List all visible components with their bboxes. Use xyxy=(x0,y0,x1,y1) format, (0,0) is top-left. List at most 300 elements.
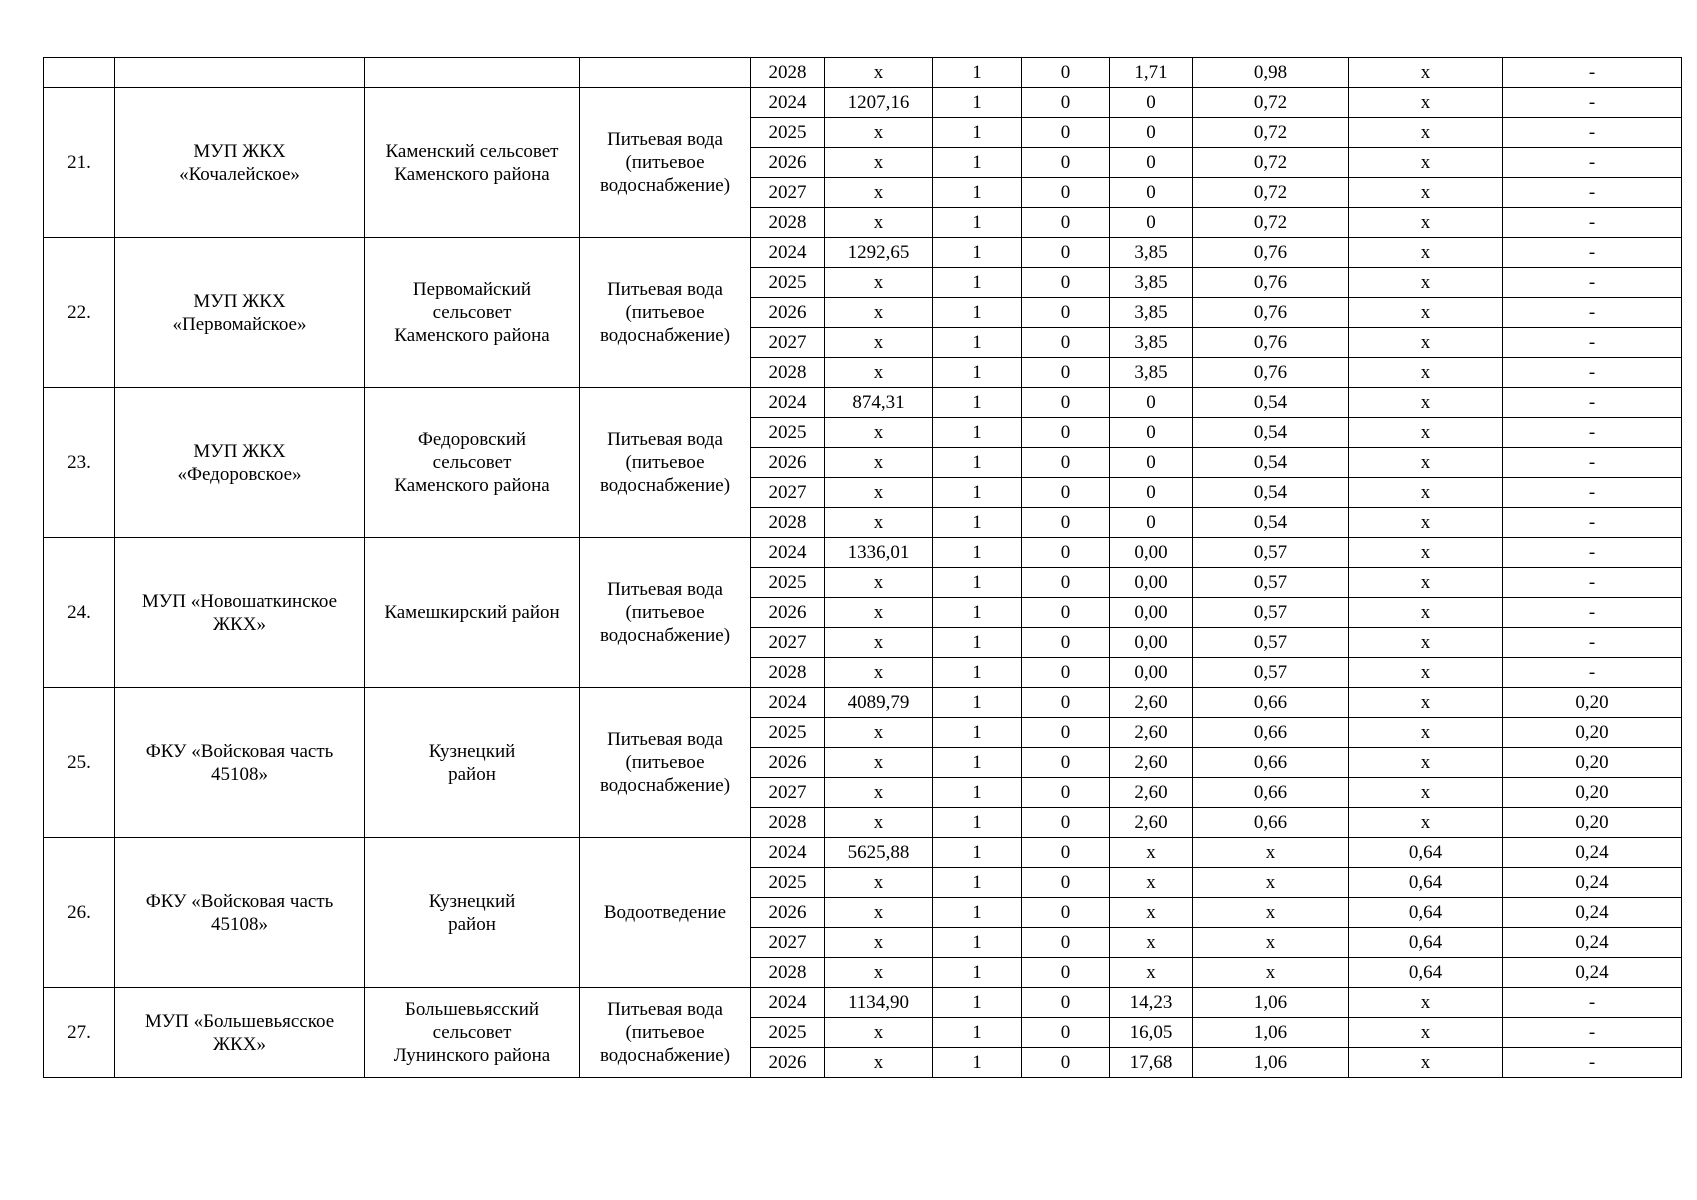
year-cell: 2024 xyxy=(751,988,825,1018)
indicator-b-cell: 0,66 xyxy=(1193,718,1349,748)
zero-cell: 0 xyxy=(1022,328,1110,358)
table-row xyxy=(44,88,1682,118)
indicator-c-cell: x xyxy=(1349,388,1503,418)
year-cell: 2024 xyxy=(751,838,825,868)
year-cell: 2025 xyxy=(751,568,825,598)
year-cell: 2028 xyxy=(751,358,825,388)
index-cell: 1 xyxy=(933,448,1022,478)
indicator-b-cell: x xyxy=(1193,958,1349,988)
area-cell-line: район xyxy=(448,763,496,785)
tariff-table-body xyxy=(44,58,1682,1078)
indicator-a-cell: 0 xyxy=(1110,118,1193,148)
indicator-c-cell: 0,64 xyxy=(1349,958,1503,988)
index-cell: 1 xyxy=(933,778,1022,808)
zero-cell: 0 xyxy=(1022,988,1110,1018)
indicator-a-cell: x xyxy=(1110,838,1193,868)
indicator-b-cell: 0,54 xyxy=(1193,478,1349,508)
indicator-b-cell: 0,76 xyxy=(1193,358,1349,388)
indicator-a-cell: 0 xyxy=(1110,208,1193,238)
table-row xyxy=(44,838,1682,868)
organization-cell-line: ФКУ «Войсковая часть xyxy=(145,740,334,762)
organization-cell xyxy=(115,688,365,838)
base-value-cell: x xyxy=(825,148,933,178)
base-value-cell: x xyxy=(825,208,933,238)
index-cell: 1 xyxy=(933,268,1022,298)
service-cell-line: водоснабжение) xyxy=(599,1045,731,1066)
zero-cell: 0 xyxy=(1022,418,1110,448)
indicator-a-cell: 0,00 xyxy=(1110,658,1193,688)
indicator-a-cell: 2,60 xyxy=(1110,718,1193,748)
indicator-d-cell: - xyxy=(1503,478,1682,508)
area-cell-line: Камешкирский район xyxy=(384,602,560,623)
indicator-c-cell: x xyxy=(1349,688,1503,718)
indicator-c-cell: x xyxy=(1349,448,1503,478)
index-cell: 1 xyxy=(933,148,1022,178)
indicator-a-cell: 1,71 xyxy=(1110,58,1193,88)
indicator-b-cell: 0,54 xyxy=(1193,508,1349,538)
indicator-c-cell: x xyxy=(1349,568,1503,598)
service-cell-line: Питьевая вода xyxy=(607,429,723,450)
indicator-d-cell: - xyxy=(1503,238,1682,268)
year-cell: 2025 xyxy=(751,868,825,898)
base-value-cell: 874,31 xyxy=(825,388,933,418)
indicator-b-cell: x xyxy=(1193,928,1349,958)
base-value-cell: x xyxy=(825,118,933,148)
zero-cell: 0 xyxy=(1022,868,1110,898)
area-cell-line: Каменского района xyxy=(394,475,550,496)
indicator-b-cell: 0,57 xyxy=(1193,628,1349,658)
indicator-c-cell: x xyxy=(1349,988,1503,1018)
indicator-d-cell: - xyxy=(1503,208,1682,238)
organization-cell xyxy=(115,88,365,238)
indicator-c-cell: x xyxy=(1349,778,1503,808)
area-cell xyxy=(365,388,580,538)
indicator-d-cell: 0,24 xyxy=(1503,928,1682,958)
indicator-d-cell: - xyxy=(1503,658,1682,688)
index-cell: 1 xyxy=(933,178,1022,208)
zero-cell: 0 xyxy=(1022,748,1110,778)
year-cell: 2028 xyxy=(751,208,825,238)
row-number-cell: 26. xyxy=(44,838,115,988)
year-cell: 2025 xyxy=(751,418,825,448)
year-cell: 2028 xyxy=(751,658,825,688)
index-cell: 1 xyxy=(933,238,1022,268)
row-number-cell: 25. xyxy=(44,688,115,838)
index-cell: 1 xyxy=(933,598,1022,628)
indicator-b-cell: x xyxy=(1193,868,1349,898)
base-value-cell: x xyxy=(825,808,933,838)
year-cell: 2024 xyxy=(751,388,825,418)
indicator-d-cell: - xyxy=(1503,538,1682,568)
indicator-a-cell: 2,60 xyxy=(1110,748,1193,778)
organization-cell-line: «Первомайское» xyxy=(172,313,307,335)
indicator-a-cell: 2,60 xyxy=(1110,688,1193,718)
zero-cell: 0 xyxy=(1022,208,1110,238)
indicator-c-cell: x xyxy=(1349,748,1503,778)
indicator-d-cell: 0,24 xyxy=(1503,838,1682,868)
indicator-d-cell: - xyxy=(1503,328,1682,358)
year-cell: 2027 xyxy=(751,628,825,658)
index-cell: 1 xyxy=(933,808,1022,838)
area-cell-line: Первомайский xyxy=(412,279,532,300)
indicator-b-cell: 0,98 xyxy=(1193,58,1349,88)
zero-cell: 0 xyxy=(1022,838,1110,868)
area-cell-line: район xyxy=(448,913,496,935)
table-row xyxy=(44,688,1682,718)
index-cell: 1 xyxy=(933,928,1022,958)
zero-cell: 0 xyxy=(1022,478,1110,508)
indicator-a-cell: x xyxy=(1110,898,1193,928)
indicator-c-cell: x xyxy=(1349,178,1503,208)
indicator-d-cell: 0,24 xyxy=(1503,898,1682,928)
index-cell: 1 xyxy=(933,508,1022,538)
indicator-b-cell: 0,66 xyxy=(1193,808,1349,838)
base-value-cell: x xyxy=(825,898,933,928)
year-cell: 2025 xyxy=(751,1018,825,1048)
indicator-a-cell: 0,00 xyxy=(1110,568,1193,598)
organization-cell-line: ЖКХ» xyxy=(213,1033,266,1055)
zero-cell: 0 xyxy=(1022,118,1110,148)
indicator-b-cell: 0,72 xyxy=(1193,88,1349,118)
year-cell: 2026 xyxy=(751,448,825,478)
base-value-cell: x xyxy=(825,718,933,748)
indicator-d-cell: 0,24 xyxy=(1503,958,1682,988)
indicator-b-cell: 0,72 xyxy=(1193,148,1349,178)
service-cell-line: (питьевое xyxy=(625,752,705,773)
area-cell xyxy=(365,538,580,688)
base-value-cell: x xyxy=(825,268,933,298)
indicator-b-cell: 0,54 xyxy=(1193,448,1349,478)
service-cell-line: водоснабжение) xyxy=(599,475,731,496)
row-number-cell: 22. xyxy=(44,238,115,388)
indicator-d-cell: - xyxy=(1503,118,1682,148)
zero-cell: 0 xyxy=(1022,808,1110,838)
index-cell: 1 xyxy=(933,718,1022,748)
zero-cell: 0 xyxy=(1022,358,1110,388)
service-cell xyxy=(580,688,751,838)
year-cell: 2025 xyxy=(751,718,825,748)
indicator-b-cell: 0,76 xyxy=(1193,298,1349,328)
indicator-b-cell: 0,57 xyxy=(1193,538,1349,568)
indicator-a-cell: 3,85 xyxy=(1110,328,1193,358)
base-value-cell: x xyxy=(825,508,933,538)
index-cell: 1 xyxy=(933,358,1022,388)
area-cell-line: Каменский сельсовет xyxy=(385,140,559,162)
base-value-cell: 5625,88 xyxy=(825,838,933,868)
year-cell: 2024 xyxy=(751,538,825,568)
service-cell xyxy=(580,238,751,388)
indicator-a-cell: 3,85 xyxy=(1110,268,1193,298)
indicator-b-cell: 1,06 xyxy=(1193,988,1349,1018)
indicator-a-cell: 0 xyxy=(1110,448,1193,478)
indicator-c-cell: x xyxy=(1349,508,1503,538)
index-cell: 1 xyxy=(933,568,1022,598)
base-value-cell: x xyxy=(825,778,933,808)
service-cell-line: Водоотведение xyxy=(603,902,727,923)
indicator-c-cell: 0,64 xyxy=(1349,898,1503,928)
indicator-d-cell: - xyxy=(1503,178,1682,208)
organization-cell-line: ЖКХ» xyxy=(213,613,266,635)
index-cell: 1 xyxy=(933,118,1022,148)
index-cell: 1 xyxy=(933,838,1022,868)
base-value-cell: 1207,16 xyxy=(825,88,933,118)
base-value-cell: x xyxy=(825,448,933,478)
base-value-cell: x xyxy=(825,178,933,208)
indicator-a-cell: 17,68 xyxy=(1110,1048,1193,1078)
row-number-cell: 24. xyxy=(44,538,115,688)
area-cell xyxy=(365,988,580,1078)
year-cell: 2024 xyxy=(751,88,825,118)
service-cell-line: водоснабжение) xyxy=(599,175,731,196)
indicator-d-cell: - xyxy=(1503,88,1682,118)
service-cell-line: Питьевая вода xyxy=(607,999,723,1020)
service-cell-line: (питьевое xyxy=(625,302,705,323)
base-value-cell: 1134,90 xyxy=(825,988,933,1018)
area-cell xyxy=(365,688,580,838)
zero-cell: 0 xyxy=(1022,508,1110,538)
indicator-c-cell: x xyxy=(1349,148,1503,178)
organization-cell-line: 45108» xyxy=(211,913,268,935)
indicator-d-cell: 0,20 xyxy=(1503,718,1682,748)
indicator-b-cell: 0,72 xyxy=(1193,178,1349,208)
index-cell: 1 xyxy=(933,208,1022,238)
indicator-c-cell: x xyxy=(1349,808,1503,838)
base-value-cell: 4089,79 xyxy=(825,688,933,718)
indicator-a-cell: 0 xyxy=(1110,388,1193,418)
area-cell-line: сельсовет xyxy=(432,1022,512,1043)
org-cell xyxy=(115,58,365,88)
indicator-c-cell: x xyxy=(1349,88,1503,118)
indicator-c-cell: x xyxy=(1349,598,1503,628)
area-cell xyxy=(365,238,580,388)
year-cell: 2026 xyxy=(751,598,825,628)
organization-cell-line: МУП ЖКХ xyxy=(193,440,286,462)
year-cell: 2027 xyxy=(751,328,825,358)
indicator-b-cell: x xyxy=(1193,838,1349,868)
year-cell: 2024 xyxy=(751,688,825,718)
indicator-a-cell: 2,60 xyxy=(1110,808,1193,838)
indicator-c-cell: x xyxy=(1349,358,1503,388)
indicator-c-cell: x xyxy=(1349,1048,1503,1078)
indicator-a-cell: 0 xyxy=(1110,478,1193,508)
zero-cell: 0 xyxy=(1022,178,1110,208)
zero-cell: 0 xyxy=(1022,298,1110,328)
organization-cell-line: МУП ЖКХ xyxy=(193,140,286,162)
base-value-cell: 1292,65 xyxy=(825,238,933,268)
year-cell: 2024 xyxy=(751,238,825,268)
indicator-c-cell: x xyxy=(1349,298,1503,328)
indicator-d-cell: - xyxy=(1503,448,1682,478)
indicator-b-cell: 1,06 xyxy=(1193,1018,1349,1048)
indicator-d-cell: - xyxy=(1503,598,1682,628)
indicator-c-cell: x xyxy=(1349,208,1503,238)
year-cell: 2027 xyxy=(751,928,825,958)
year-cell: 2027 xyxy=(751,778,825,808)
indicator-b-cell: 0,57 xyxy=(1193,658,1349,688)
index-cell: 1 xyxy=(933,898,1022,928)
zero-cell: 0 xyxy=(1022,778,1110,808)
index-cell: 1 xyxy=(933,1048,1022,1078)
indicator-c-cell: 0,64 xyxy=(1349,868,1503,898)
year-cell: 2026 xyxy=(751,148,825,178)
service-cell-line: Питьевая вода xyxy=(607,129,723,150)
index-cell: 1 xyxy=(933,538,1022,568)
indicator-b-cell: 0,54 xyxy=(1193,388,1349,418)
indicator-d-cell: - xyxy=(1503,298,1682,328)
indicator-d-cell: 0,24 xyxy=(1503,868,1682,898)
service-cell-line: (питьевое xyxy=(625,1022,705,1043)
service-cell-line: Питьевая вода xyxy=(607,279,723,300)
zero-cell: 0 xyxy=(1022,718,1110,748)
indicator-d-cell: 0,20 xyxy=(1503,778,1682,808)
zero-cell: 0 xyxy=(1022,148,1110,178)
index-cell: 1 xyxy=(933,58,1022,88)
indicator-a-cell: 16,05 xyxy=(1110,1018,1193,1048)
area-cell-line: Кузнецкий xyxy=(428,890,516,912)
indicator-d-cell: - xyxy=(1503,418,1682,448)
base-value-cell: x xyxy=(825,628,933,658)
num-cell xyxy=(44,58,115,88)
indicator-d-cell: 0,20 xyxy=(1503,688,1682,718)
organization-cell-line: «Федоровское» xyxy=(177,463,302,485)
service-cell xyxy=(580,988,751,1078)
year-cell: 2027 xyxy=(751,478,825,508)
indicator-b-cell: 0,76 xyxy=(1193,328,1349,358)
base-value-cell: x xyxy=(825,868,933,898)
zero-cell: 0 xyxy=(1022,1048,1110,1078)
indicator-c-cell: 0,64 xyxy=(1349,928,1503,958)
table-row xyxy=(44,238,1682,268)
organization-cell-line: МУП «Большевьясское xyxy=(144,1010,335,1032)
table-row xyxy=(44,538,1682,568)
organization-cell-line: МУП ЖКХ xyxy=(193,290,286,312)
indicator-b-cell: 0,72 xyxy=(1193,118,1349,148)
service-cell xyxy=(580,388,751,538)
index-cell: 1 xyxy=(933,388,1022,418)
area-cell-line: сельсовет xyxy=(432,452,512,473)
base-value-cell: x xyxy=(825,328,933,358)
indicator-a-cell: 14,23 xyxy=(1110,988,1193,1018)
base-value-cell: x xyxy=(825,478,933,508)
service-cell xyxy=(580,88,751,238)
base-value-cell: x xyxy=(825,58,933,88)
area-cell-line: Федоровский xyxy=(417,429,527,450)
index-cell: 1 xyxy=(933,658,1022,688)
year-cell: 2028 xyxy=(751,808,825,838)
year-cell: 2028 xyxy=(751,508,825,538)
indicator-a-cell: 0,00 xyxy=(1110,538,1193,568)
indicator-a-cell: 2,60 xyxy=(1110,778,1193,808)
indicator-a-cell: 0 xyxy=(1110,88,1193,118)
indicator-d-cell: 0,20 xyxy=(1503,748,1682,778)
indicator-b-cell: 0,76 xyxy=(1193,238,1349,268)
index-cell: 1 xyxy=(933,88,1022,118)
organization-cell-line: 45108» xyxy=(211,763,268,785)
year-cell: 2028 xyxy=(751,958,825,988)
index-cell: 1 xyxy=(933,298,1022,328)
area-cell xyxy=(365,58,580,88)
indicator-a-cell: 3,85 xyxy=(1110,358,1193,388)
service-cell-line: (питьевое xyxy=(625,452,705,473)
service-cell-line: водоснабжение) xyxy=(599,775,731,796)
indicator-b-cell: 0,66 xyxy=(1193,688,1349,718)
zero-cell: 0 xyxy=(1022,568,1110,598)
service-cell xyxy=(580,58,751,88)
indicator-c-cell: 0,64 xyxy=(1349,838,1503,868)
zero-cell: 0 xyxy=(1022,928,1110,958)
indicator-c-cell: x xyxy=(1349,718,1503,748)
service-cell-line: водоснабжение) xyxy=(599,625,731,646)
indicator-c-cell: x xyxy=(1349,328,1503,358)
index-cell: 1 xyxy=(933,958,1022,988)
tariff-table xyxy=(43,57,1682,1078)
indicator-d-cell: - xyxy=(1503,508,1682,538)
base-value-cell: x xyxy=(825,298,933,328)
indicator-c-cell: x xyxy=(1349,418,1503,448)
index-cell: 1 xyxy=(933,988,1022,1018)
area-cell-line: Большевьясский xyxy=(404,999,540,1020)
base-value-cell: x xyxy=(825,598,933,628)
service-cell-line: водоснабжение) xyxy=(599,325,731,346)
indicator-b-cell: 0,57 xyxy=(1193,598,1349,628)
base-value-cell: x xyxy=(825,358,933,388)
indicator-a-cell: 0 xyxy=(1110,418,1193,448)
area-cell-line: Каменского района xyxy=(394,325,550,346)
year-cell: 2028 xyxy=(751,58,825,88)
base-value-cell: x xyxy=(825,658,933,688)
table-row xyxy=(44,988,1682,1018)
indicator-a-cell: 0,00 xyxy=(1110,598,1193,628)
indicator-b-cell: 0,72 xyxy=(1193,208,1349,238)
base-value-cell: x xyxy=(825,958,933,988)
zero-cell: 0 xyxy=(1022,538,1110,568)
indicator-c-cell: x xyxy=(1349,1018,1503,1048)
service-cell xyxy=(580,538,751,688)
organization-cell xyxy=(115,988,365,1078)
indicator-a-cell: 0 xyxy=(1110,148,1193,178)
indicator-d-cell: - xyxy=(1503,358,1682,388)
indicator-b-cell: 0,66 xyxy=(1193,748,1349,778)
index-cell: 1 xyxy=(933,478,1022,508)
indicator-d-cell: - xyxy=(1503,628,1682,658)
indicator-d-cell: - xyxy=(1503,988,1682,1018)
indicator-b-cell: 0,54 xyxy=(1193,418,1349,448)
base-value-cell: x xyxy=(825,418,933,448)
indicator-d-cell: - xyxy=(1503,268,1682,298)
indicator-c-cell: x xyxy=(1349,58,1503,88)
indicator-c-cell: x xyxy=(1349,628,1503,658)
area-cell-line: сельсовет xyxy=(432,302,512,323)
row-number-cell: 23. xyxy=(44,388,115,538)
service-cell-line: Питьевая вода xyxy=(607,579,723,600)
index-cell: 1 xyxy=(933,1018,1022,1048)
area-cell-line: Лунинского района xyxy=(393,1045,551,1066)
base-value-cell: x xyxy=(825,1048,933,1078)
year-cell: 2027 xyxy=(751,178,825,208)
zero-cell: 0 xyxy=(1022,898,1110,928)
zero-cell: 0 xyxy=(1022,268,1110,298)
organization-cell xyxy=(115,238,365,388)
service-cell-line: (питьевое xyxy=(625,152,705,173)
organization-cell-line: МУП «Новошаткинское xyxy=(141,590,338,612)
organization-cell-line: «Кочалейское» xyxy=(179,163,300,185)
index-cell: 1 xyxy=(933,418,1022,448)
zero-cell: 0 xyxy=(1022,88,1110,118)
indicator-d-cell: - xyxy=(1503,58,1682,88)
area-cell xyxy=(365,838,580,988)
area-cell xyxy=(365,88,580,238)
indicator-c-cell: x xyxy=(1349,538,1503,568)
